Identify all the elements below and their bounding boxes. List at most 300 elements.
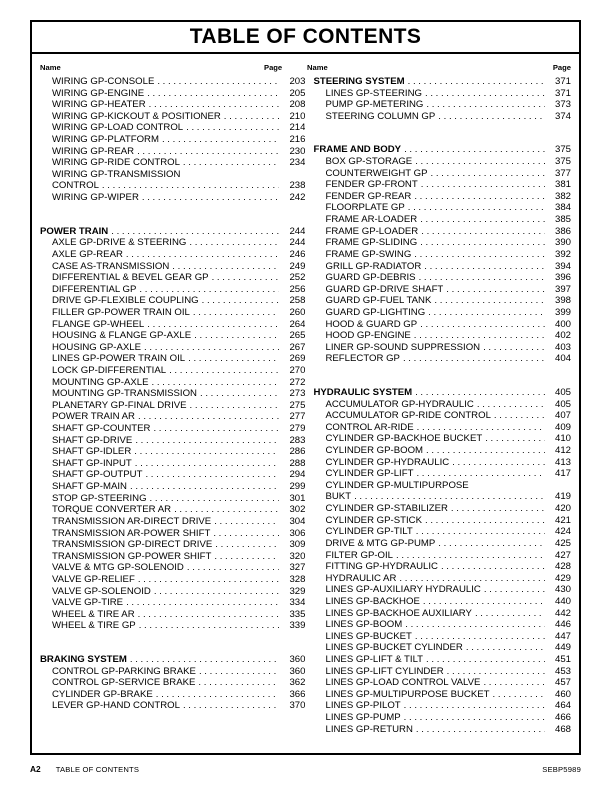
toc-item-entry[interactable] xyxy=(313,468,571,480)
toc-entry-page-number: 403 xyxy=(554,341,571,353)
toc-item-entry[interactable] xyxy=(40,146,305,158)
toc-entry-page-number: 238 xyxy=(289,180,306,192)
toc-item-entry[interactable] xyxy=(40,111,305,123)
dot-leader xyxy=(214,516,279,528)
toc-entry-page-number: 279 xyxy=(289,423,306,435)
dot-leader xyxy=(438,111,545,123)
toc-entry-label: STEERING COLUMN GP xyxy=(325,110,436,122)
toc-entry-label: MOUNTING GP-TRANSMISSION xyxy=(52,388,197,400)
dot-leader xyxy=(194,330,279,342)
dot-leader xyxy=(477,399,545,411)
toc-entry-label: SHAFT GP-INPUT xyxy=(52,457,132,469)
toc-entry-label: FLOORPLATE GP xyxy=(325,202,405,214)
dot-leader xyxy=(199,666,280,678)
toc-item-entry[interactable] xyxy=(40,122,305,134)
toc-entry-label: LINES GP-LOAD CONTROL VALVE xyxy=(325,677,481,689)
toc-section-entry[interactable] xyxy=(313,144,571,156)
dot-leader xyxy=(484,584,545,596)
toc-entry-page-number: 277 xyxy=(289,411,306,423)
toc-entry-page-number: 425 xyxy=(554,537,571,549)
toc-item-entry[interactable] xyxy=(313,342,571,354)
dot-leader xyxy=(415,156,545,168)
toc-entry-page-number: 396 xyxy=(554,272,571,284)
toc-entry-label: SHAFT GP-MAIN xyxy=(52,481,127,493)
toc-item-entry[interactable] xyxy=(40,319,305,331)
toc-item-entry[interactable] xyxy=(313,202,571,214)
toc-item-entry[interactable] xyxy=(313,573,571,585)
toc-item-entry[interactable] xyxy=(313,422,571,434)
toc-entry-label: GUARD GP-FUEL TANK xyxy=(325,295,432,307)
toc-column-left xyxy=(40,76,305,735)
toc-entry-page-number: 429 xyxy=(554,572,571,584)
dot-leader xyxy=(493,689,546,701)
toc-item-entry[interactable] xyxy=(40,249,305,261)
toc-item-entry[interactable] xyxy=(313,272,571,284)
toc-entry-label: WIRING GP-RIDE CONTROL xyxy=(52,157,180,169)
dot-leader xyxy=(126,597,279,609)
toc-entry-page-number: 412 xyxy=(554,445,571,457)
toc-item-entry[interactable] xyxy=(40,562,305,574)
dot-leader xyxy=(425,515,545,527)
toc-item-entry[interactable] xyxy=(40,388,305,400)
dot-leader xyxy=(126,249,280,261)
toc-entry-page-number: 440 xyxy=(554,595,571,607)
toc-entry-page-number: 405 xyxy=(554,398,571,410)
toc-item-entry[interactable] xyxy=(313,457,571,469)
dot-leader xyxy=(154,586,280,598)
toc-item-entry[interactable] xyxy=(40,237,305,249)
dot-leader xyxy=(183,157,280,169)
toc-item-entry[interactable] xyxy=(313,642,571,654)
toc-item-entry[interactable] xyxy=(40,169,305,181)
toc-entry-label: WIRING GP-WIPER xyxy=(52,192,139,204)
toc-item-entry[interactable] xyxy=(40,504,305,516)
toc-item-entry[interactable] xyxy=(40,551,305,563)
toc-entry-page-number: 320 xyxy=(289,550,306,562)
toc-item-entry[interactable] xyxy=(40,689,305,701)
toc-item-entry[interactable] xyxy=(313,319,571,331)
page-footer xyxy=(30,762,581,776)
toc-entry-label: LINES GP-BOOM xyxy=(325,619,403,631)
toc-item-entry[interactable] xyxy=(313,168,571,180)
dot-leader xyxy=(134,446,279,458)
toc-entry-label: HOOD & GUARD GP xyxy=(325,318,418,330)
toc-entry-page-number: 398 xyxy=(554,295,571,307)
toc-entry-label: TRANSMISSION GP-POWER SHIFT xyxy=(52,550,212,562)
toc-item-entry[interactable] xyxy=(313,480,571,492)
toc-entry-label: LINES GP-BACKHOE AUXILIARY xyxy=(325,607,472,619)
toc-entry-page-number: 265 xyxy=(289,330,306,342)
toc-entry-label: LINES GP-RETURN xyxy=(325,723,413,735)
toc-item-entry[interactable] xyxy=(313,515,571,527)
toc-entry-label: WHEEL & TIRE GP xyxy=(52,620,136,632)
toc-item-entry[interactable] xyxy=(40,295,305,307)
toc-columns xyxy=(32,76,579,735)
dot-leader xyxy=(483,677,545,689)
toc-entry-label: CONTROL GP-SERVICE BRAKE xyxy=(52,677,196,689)
dot-leader xyxy=(423,596,545,608)
toc-item-entry[interactable] xyxy=(313,561,571,573)
toc-item-entry[interactable] xyxy=(40,470,305,482)
toc-entry-label: VALVE GP-TIRE xyxy=(52,597,124,609)
dot-leader xyxy=(416,724,545,736)
toc-entry-label: PLANETARY GP-FINAL DRIVE xyxy=(52,399,187,411)
toc-item-entry[interactable] xyxy=(313,724,571,736)
toc-item-entry[interactable] xyxy=(40,574,305,586)
toc-section-entry[interactable] xyxy=(313,76,571,88)
toc-item-entry[interactable] xyxy=(313,492,571,504)
toc-item-entry[interactable] xyxy=(313,307,571,319)
toc-entry-page-number: 453 xyxy=(554,665,571,677)
dot-leader xyxy=(188,353,279,365)
toc-entry-label: CYLINDER GP-BOOM xyxy=(325,445,424,457)
toc-item-entry[interactable] xyxy=(313,410,571,422)
toc-entry-label: LINES GP-BUCKET CYLINDER xyxy=(325,642,463,654)
dot-leader xyxy=(138,609,280,621)
dot-leader xyxy=(189,237,279,249)
dot-leader xyxy=(198,677,279,689)
dot-leader xyxy=(153,423,279,435)
dot-leader xyxy=(187,562,280,574)
toc-entry-page-number: 457 xyxy=(554,677,571,689)
dot-leader xyxy=(415,631,545,643)
toc-entry-page-number: 230 xyxy=(289,145,306,157)
toc-entry-page-number: 447 xyxy=(554,630,571,642)
toc-item-entry[interactable] xyxy=(40,192,305,204)
toc-entry-page-number: 386 xyxy=(554,225,571,237)
dot-leader xyxy=(145,470,279,482)
toc-entry-page-number: 327 xyxy=(289,562,306,574)
toc-item-entry[interactable] xyxy=(313,631,571,643)
toc-item-entry[interactable] xyxy=(313,330,571,342)
toc-item-entry[interactable] xyxy=(40,157,305,169)
dot-leader xyxy=(408,202,545,214)
toc-item-entry[interactable] xyxy=(313,503,571,515)
toc-item-entry[interactable] xyxy=(313,712,571,724)
dot-leader xyxy=(404,700,545,712)
toc-entry-page-number: 417 xyxy=(554,468,571,480)
dot-leader xyxy=(139,620,280,632)
toc-entry-page-number: 360 xyxy=(289,665,306,677)
toc-item-entry[interactable] xyxy=(40,99,305,111)
dot-leader xyxy=(147,88,279,100)
toc-item-entry[interactable] xyxy=(40,586,305,598)
dot-leader xyxy=(213,528,279,540)
toc-entry-label: CONTROL xyxy=(52,180,99,192)
toc-item-entry[interactable] xyxy=(313,608,571,620)
dot-leader xyxy=(139,284,279,296)
toc-item-entry[interactable] xyxy=(40,134,305,146)
toc-entry-label: BUKT xyxy=(325,491,352,503)
dot-leader xyxy=(447,666,545,678)
toc-item-entry[interactable] xyxy=(40,458,305,470)
toc-item-entry[interactable] xyxy=(40,481,305,493)
toc-item-entry[interactable] xyxy=(40,609,305,621)
dot-leader xyxy=(135,435,279,447)
toc-entry-label: CYLINDER GP-LIFT xyxy=(325,468,414,480)
toc-item-entry[interactable] xyxy=(313,584,571,596)
toc-entry-label: AXLE GP-DRIVE & STEERING xyxy=(52,237,187,249)
toc-entry-label: LINES GP-POWER TRAIN OIL xyxy=(52,353,186,365)
toc-entry-page-number: 309 xyxy=(289,539,306,551)
dot-leader xyxy=(138,574,280,586)
toc-item-entry[interactable] xyxy=(40,411,305,423)
toc-entry-label: WIRING GP-PLATFORM xyxy=(52,134,159,146)
dot-leader xyxy=(438,538,545,550)
dot-leader xyxy=(425,88,545,100)
toc-item-entry[interactable] xyxy=(313,88,571,100)
dot-leader xyxy=(475,608,545,620)
toc-entry-label: LINES GP-PILOT xyxy=(325,700,401,712)
toc-entry-page-number: 242 xyxy=(289,192,306,204)
toc-entry-page-number: 216 xyxy=(289,134,306,146)
toc-entry-page-number: 329 xyxy=(289,585,306,597)
dot-leader xyxy=(111,226,279,238)
toc-item-entry[interactable] xyxy=(40,261,305,273)
dot-leader xyxy=(157,76,279,88)
toc-entry-page-number: 210 xyxy=(289,110,306,122)
dot-leader xyxy=(174,504,279,516)
toc-item-entry[interactable] xyxy=(40,528,305,540)
toc-item-entry[interactable] xyxy=(313,284,571,296)
toc-item-entry[interactable] xyxy=(40,307,305,319)
toc-entry-label: WIRING GP-LOAD CONTROL xyxy=(52,122,184,134)
dot-leader xyxy=(162,134,280,146)
toc-entry-label: VALVE & MTG GP-SOLENOID xyxy=(52,562,184,574)
header-page-left: Page xyxy=(264,63,283,72)
toc-entry-page-number: 421 xyxy=(554,514,571,526)
toc-item-entry[interactable] xyxy=(313,677,571,689)
header-name-left: Name xyxy=(40,63,61,72)
toc-entry-label: SHAFT GP-IDLER xyxy=(52,446,132,458)
dot-leader xyxy=(404,144,545,156)
page-title: TABLE OF CONTENTS xyxy=(189,25,422,48)
toc-entry-label: WIRING GP-CONSOLE xyxy=(52,76,155,87)
dot-leader xyxy=(415,387,545,399)
toc-entry-page-number: 304 xyxy=(289,515,306,527)
toc-item-entry[interactable] xyxy=(40,272,305,284)
toc-item-entry[interactable] xyxy=(313,666,571,678)
toc-section-entry[interactable] xyxy=(40,654,305,666)
dot-leader xyxy=(420,237,545,249)
toc-item-entry[interactable] xyxy=(40,700,305,712)
toc-entry-page-number: 214 xyxy=(289,122,306,134)
toc-item-entry[interactable] xyxy=(40,284,305,296)
toc-item-entry[interactable] xyxy=(313,550,571,562)
toc-item-entry[interactable] xyxy=(313,111,571,123)
toc-entry-label: DRIVE GP-FLEXIBLE COUPLING xyxy=(52,295,199,307)
toc-item-entry[interactable] xyxy=(313,295,571,307)
toc-entry-page-number: 264 xyxy=(289,318,306,330)
toc-entry-label: HYDRAULIC SYSTEM xyxy=(313,387,413,398)
toc-entry-label: DIFFERENTIAL & BEVEL GEAR GP xyxy=(52,272,209,284)
toc-entry-label: FRAME AR-LOADER xyxy=(325,214,418,226)
toc-entry-page-number: 370 xyxy=(289,700,306,712)
dot-leader xyxy=(419,272,545,284)
dot-leader xyxy=(428,307,545,319)
toc-item-entry[interactable] xyxy=(313,214,571,226)
toc-item-entry[interactable] xyxy=(313,226,571,238)
toc-item-entry[interactable] xyxy=(40,330,305,342)
toc-column-right xyxy=(305,76,571,735)
toc-entry-label: CYLINDER GP-BACKHOE BUCKET xyxy=(325,433,483,445)
toc-item-entry[interactable] xyxy=(40,76,305,88)
toc-entry-page-number: 427 xyxy=(554,549,571,561)
toc-entry-label: FENDER GP-REAR xyxy=(325,190,412,202)
toc-entry-page-number: 360 xyxy=(289,654,306,666)
dot-leader xyxy=(483,342,545,354)
dot-leader xyxy=(446,284,545,296)
toc-entry-label: DRIVE & MTG GP-PUMP xyxy=(325,537,436,549)
toc-item-entry[interactable] xyxy=(313,445,571,457)
toc-entry-label: VALVE GP-SOLENOID xyxy=(52,585,151,597)
dot-leader xyxy=(354,492,545,504)
toc-entry-label: FILTER GP-OIL xyxy=(325,549,394,561)
toc-item-entry[interactable] xyxy=(313,261,571,273)
toc-entry-page-number: 446 xyxy=(554,619,571,631)
toc-entry-page-number: 430 xyxy=(554,584,571,596)
toc-item-entry[interactable] xyxy=(313,191,571,203)
toc-item-entry[interactable] xyxy=(313,619,571,631)
toc-entry-page-number: 413 xyxy=(554,456,571,468)
dot-leader xyxy=(426,654,545,666)
toc-entry-page-number: 464 xyxy=(554,700,571,712)
toc-entry-page-number: 203 xyxy=(289,76,306,87)
toc-entry-page-number: 371 xyxy=(554,87,571,99)
toc-item-entry[interactable] xyxy=(40,446,305,458)
toc-item-entry[interactable] xyxy=(40,365,305,377)
dot-leader xyxy=(183,700,280,712)
toc-entry-page-number: 404 xyxy=(554,353,571,365)
toc-item-entry[interactable] xyxy=(40,342,305,354)
toc-entry-label: HOOD GP-ENGINE xyxy=(325,330,411,342)
toc-entry-page-number: 424 xyxy=(554,526,571,538)
toc-entry-label: ACCUMULATOR GP-HYDRAULIC xyxy=(325,398,474,410)
toc-item-entry[interactable] xyxy=(40,516,305,528)
toc-entry-page-number: 449 xyxy=(554,642,571,654)
toc-entry-page-number: 375 xyxy=(554,144,571,156)
toc-item-entry[interactable] xyxy=(40,435,305,447)
toc-entry-page-number: 399 xyxy=(554,306,571,318)
toc-item-entry[interactable] xyxy=(313,179,571,191)
toc-entry-label: POWER TRAIN AR xyxy=(52,411,135,423)
toc-entry-label: COUNTERWEIGHT GP xyxy=(325,167,428,179)
toc-entry-label: CYLINDER GP-STABILIZER xyxy=(325,503,448,515)
toc-entry-page-number: 392 xyxy=(554,248,571,260)
dot-leader xyxy=(147,319,279,331)
toc-entry-page-number: 244 xyxy=(289,225,306,237)
toc-item-entry[interactable] xyxy=(40,597,305,609)
dot-leader xyxy=(190,400,280,412)
toc-entry-page-number: 335 xyxy=(289,608,306,620)
toc-entry-label: POWER TRAIN xyxy=(40,225,109,237)
toc-item-entry[interactable] xyxy=(40,539,305,551)
toc-item-entry[interactable] xyxy=(40,400,305,412)
toc-item-entry[interactable] xyxy=(40,88,305,100)
toc-item-entry[interactable] xyxy=(313,249,571,261)
toc-entry-label: GRILL GP-RADIATOR xyxy=(325,260,422,272)
toc-entry-page-number: 468 xyxy=(554,723,571,735)
toc-item-entry[interactable] xyxy=(313,700,571,712)
dot-leader xyxy=(183,169,279,181)
dot-leader xyxy=(142,192,280,204)
toc-entry-page-number: 419 xyxy=(554,491,571,503)
toc-entry-page-number: 374 xyxy=(554,110,571,122)
toc-entry-page-number: 377 xyxy=(554,167,571,179)
toc-item-entry[interactable] xyxy=(40,620,305,632)
dot-leader xyxy=(399,573,545,585)
toc-item-entry[interactable] xyxy=(313,654,571,666)
toc-entry-label: WIRING GP-TRANSMISSION xyxy=(52,168,181,180)
toc-entry-label: WIRING GP-KICKOUT & POSITIONER xyxy=(52,110,221,122)
toc-entry-label: LINES GP-LIFT CYLINDER xyxy=(325,665,444,677)
toc-entry-label: LOCK GP-DIFFERENTIAL xyxy=(52,365,167,376)
toc-entry-page-number: 328 xyxy=(289,573,306,585)
toc-item-entry[interactable] xyxy=(313,99,571,111)
toc-entry-page-number: 260 xyxy=(289,306,306,318)
toc-entry-label: HOUSING GP-AXLE xyxy=(52,341,142,353)
toc-entry-label: PUMP GP-METERING xyxy=(325,99,424,111)
dot-leader xyxy=(451,503,545,515)
toc-item-entry[interactable] xyxy=(40,353,305,365)
toc-entry-label: FLANGE GP-WHEEL xyxy=(52,318,145,330)
toc-entry-label: GUARD GP-LIGHTING xyxy=(325,306,426,318)
toc-entry-page-number: 272 xyxy=(289,376,306,388)
header-name-right: Name xyxy=(307,63,328,72)
toc-item-entry[interactable] xyxy=(313,433,571,445)
dot-leader xyxy=(169,365,279,377)
toc-entry-page-number: 246 xyxy=(289,248,306,260)
toc-entry-label: LINER GP-SOUND SUPPRESSION xyxy=(325,341,481,353)
toc-entry-page-number: 428 xyxy=(554,561,571,573)
toc-entry-page-number: 384 xyxy=(554,202,571,214)
toc-entry-label: CASE AS-TRANSMISSION xyxy=(52,260,170,272)
toc-item-entry[interactable] xyxy=(313,353,571,365)
toc-item-entry[interactable] xyxy=(313,689,571,701)
dot-leader xyxy=(212,272,280,284)
toc-section-entry[interactable] xyxy=(40,226,305,238)
toc-item-entry[interactable] xyxy=(313,156,571,168)
toc-item-entry[interactable] xyxy=(40,377,305,389)
toc-entry-label: CONTROL AR-RIDE xyxy=(325,421,414,433)
dot-leader xyxy=(215,539,279,551)
dot-leader xyxy=(420,319,545,331)
toc-item-entry[interactable] xyxy=(40,666,305,678)
section-spacer xyxy=(40,632,305,654)
section-spacer xyxy=(313,122,571,144)
toc-entry-label: TRANSMISSION GP-DIRECT DRIVE xyxy=(52,539,213,551)
toc-entry-label: BRAKING SYSTEM xyxy=(40,654,127,666)
footer-section-title: TABLE OF CONTENTS xyxy=(55,764,140,774)
toc-entry-label: WIRING GP-REAR xyxy=(52,145,135,157)
toc-entry-page-number: 460 xyxy=(554,688,571,700)
toc-item-entry[interactable] xyxy=(313,399,571,411)
toc-item-entry[interactable] xyxy=(40,180,305,192)
toc-item-entry[interactable] xyxy=(40,493,305,505)
toc-section-entry[interactable] xyxy=(313,387,571,399)
toc-entry-label: AXLE GP-REAR xyxy=(52,248,123,260)
section-spacer xyxy=(40,204,305,226)
toc-item-entry[interactable] xyxy=(313,526,571,538)
toc-item-entry[interactable] xyxy=(313,596,571,608)
toc-item-entry[interactable] xyxy=(40,677,305,689)
dot-leader xyxy=(102,180,280,192)
toc-item-entry[interactable] xyxy=(313,237,571,249)
toc-item-entry[interactable] xyxy=(313,538,571,550)
dot-leader xyxy=(202,295,280,307)
toc-entry-label: LINES GP-BACKHOE xyxy=(325,595,420,607)
toc-item-entry[interactable] xyxy=(40,423,305,435)
